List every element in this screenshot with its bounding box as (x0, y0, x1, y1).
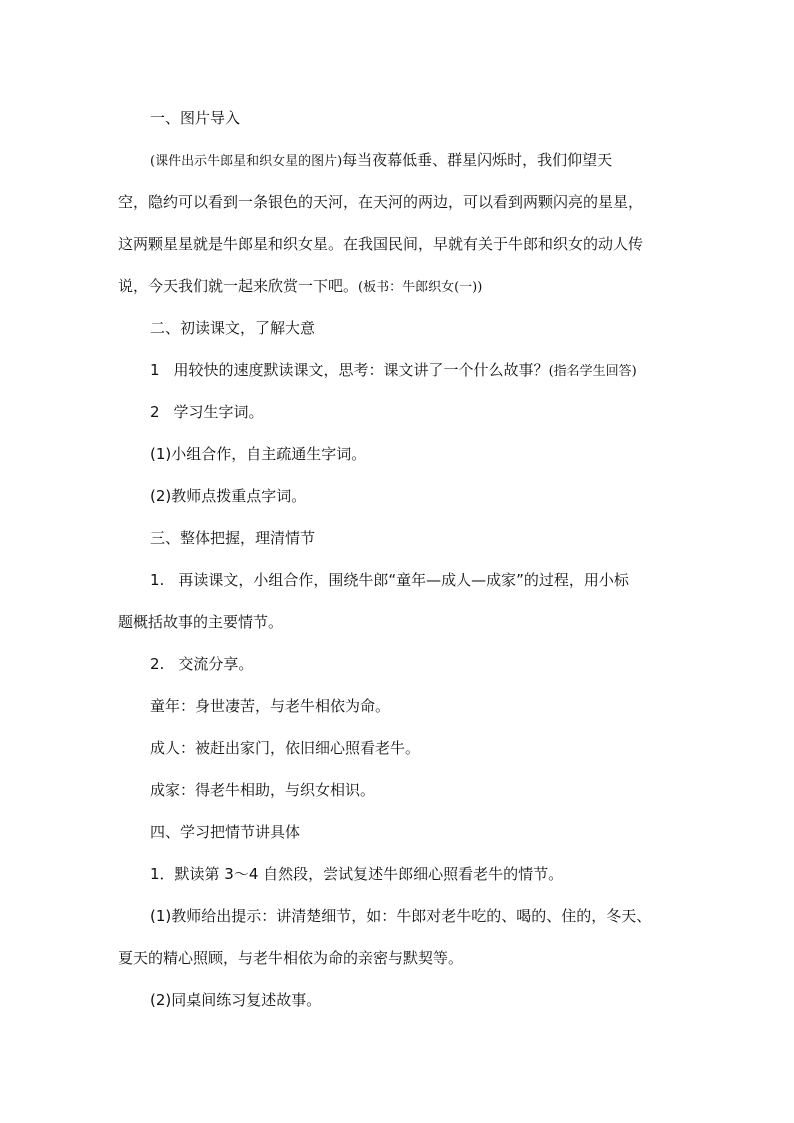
courseware-note: (课件出示牛郎星和织女星的图片) (150, 154, 343, 169)
reading-task-1 (0, 360, 637, 382)
item-number: 1. (150, 571, 165, 589)
student-answer-note: (指名学生回答) (548, 364, 637, 379)
stage-childhood: 童年：身世凄苦，与老牛相依为命。 (150, 697, 391, 715)
item-number: 2. (150, 655, 165, 673)
section-heading-4: 四、学习把情节讲具体 (150, 823, 301, 841)
item-text: 交流分享。 (178, 655, 254, 673)
item-number: 2 (150, 403, 160, 421)
stage-adulthood: 成人：被赶出家门，依旧细心照看老牛。 (150, 739, 421, 757)
intro-paragraph-line-3: 这两颗星星就是牛郎星和织女星。在我国民间，早就有关于牛郎和织女的动人传 (118, 235, 644, 253)
plot-task-1-line-2: 题概括故事的主要情节。 (118, 613, 284, 631)
plot-task-2 (0, 654, 253, 674)
item-text: 用较快的速度默读课文，思考：课文讲了一个什么故事？ (173, 361, 549, 379)
item-number: 1 (150, 361, 160, 379)
section-heading-3: 三、整体把握，理清情节 (150, 529, 316, 547)
vocab-subtask-2: (2)教师点拨重点字词。 (150, 487, 307, 505)
retell-task-1: 1．默读第 3～4 自然段，尝试复述牛郎细心照看老牛的情节。 (150, 865, 564, 883)
intro-paragraph-line-2: 空，隐约可以看到一条银色的天河，在天河的两边，可以看到两颗闪亮的星星， (118, 193, 644, 211)
retell-subtask-2: (2)同桌间练习复述故事。 (150, 991, 322, 1009)
stage-marriage: 成家：得老牛相助，与织女相识。 (150, 781, 376, 799)
retell-subtask-1-line-1: (1)教师给出提示：讲清楚细节，如：牛郎对老牛吃的、喝的、住的，冬天、 (150, 907, 652, 925)
retell-subtask-1-line-2: 夏天的精心照顾，与老牛相依为命的亲密与默契等。 (118, 949, 464, 967)
intro-text-4: 说，今天我们就一起来欣赏一下吧。 (118, 277, 359, 295)
section-heading-2: 二、初读课文，了解大意 (150, 319, 316, 337)
board-writing-note: (板书：牛郎织女(一)) (358, 280, 483, 295)
vocab-subtask-1: (1)小组合作，自主疏通生字词。 (150, 445, 367, 463)
item-text: 学习生字词。 (173, 403, 264, 421)
item-text: 再读课文，小组合作，围绕牛郎“童年—成人—成家”的过程，用小标 (178, 571, 629, 589)
intro-text-1: 每当夜幕低垂、群星闪烁时，我们仰望天 (342, 151, 613, 169)
reading-task-2 (0, 402, 264, 422)
plot-task-1-line-1 (0, 570, 629, 590)
section-heading-1: 一、图片导入 (150, 109, 241, 127)
intro-paragraph-line-4 (0, 276, 482, 298)
intro-paragraph-line-1 (0, 150, 612, 172)
